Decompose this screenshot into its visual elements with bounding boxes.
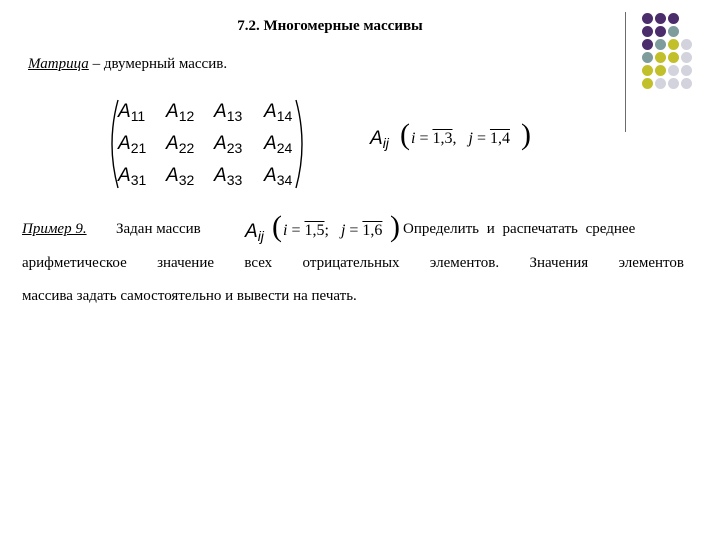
example-task-line3: массива задать самостоятельно и вывести на печать. [22, 288, 357, 304]
decorative-dot-icon [668, 65, 679, 76]
decorative-dot-icon [655, 26, 666, 37]
matrix-cell: $A_{34}$ [264, 165, 293, 188]
example-text: Задан массив [116, 221, 201, 237]
matrix-cell: $A_{11}$ [118, 101, 146, 124]
index-ranges: i = 1,3, j = 1,4 [411, 130, 510, 147]
example-label: Пример 9. [22, 221, 87, 237]
decorative-dot-icon [681, 39, 692, 50]
matrix-cell: $A_{24}$ [264, 133, 293, 156]
matrix-cell: $A_{12}$ [166, 101, 195, 124]
example-task-line2: арифметическое значение всех отрицательных элементов. Значения элементов [22, 255, 684, 271]
decorative-dot-icon [655, 13, 666, 24]
decorative-dot-icon [668, 78, 679, 89]
decorative-divider [625, 12, 626, 132]
decorative-dot-icon [668, 39, 679, 50]
decorative-dot-icon [655, 78, 666, 89]
definition [28, 56, 227, 73]
decorative-dot-icon [642, 39, 653, 50]
left-paren-icon: ( [400, 118, 410, 151]
matrix-cell: $A_{14}$ [264, 101, 293, 124]
matrix-cell: $A_{22}$ [166, 133, 195, 156]
decorative-dot-icon [642, 13, 653, 24]
matrix-symbol: $A_{ij}$ [370, 128, 389, 151]
matrix [104, 96, 310, 192]
matrix-cell: $A_{32}$ [166, 165, 195, 188]
decorative-dot-icon [642, 26, 653, 37]
matrix-cell: $A_{23}$ [214, 133, 243, 156]
decorative-dot-icon [642, 65, 653, 76]
right-paren-icon: ) [521, 118, 531, 151]
decorative-dot-icon [681, 65, 692, 76]
decorative-dot-icon [681, 52, 692, 63]
decorative-dot-icon [668, 13, 679, 24]
decorative-dot-icon [655, 52, 666, 63]
decorative-dot-icon [668, 26, 679, 37]
matrix-cell: $A_{13}$ [214, 101, 243, 124]
definition-text: – двумерный массив. [88, 56, 228, 72]
matrix-cell: $A_{21}$ [118, 133, 147, 156]
decorative-dot-icon [655, 65, 666, 76]
example-task: Определить и распечатать среднее [403, 221, 636, 237]
matrix-cell: $A_{33}$ [214, 165, 243, 188]
page-title: 7.2. Многомерные массивы [237, 18, 423, 34]
definition-term: Матрица [28, 56, 89, 72]
decorative-dot-icon [655, 39, 666, 50]
matrix-cell: $A_{31}$ [118, 165, 147, 188]
example-index-ranges: i = 1,5; j = 1,6 [283, 222, 383, 239]
decorative-dot-icon [642, 78, 653, 89]
example-array-symbol: $A_{ij}$ [245, 221, 264, 244]
decorative-dot-icon [642, 52, 653, 63]
right-paren-icon: ) [390, 210, 400, 243]
decorative-dot-icon [668, 52, 679, 63]
left-paren-icon: ( [272, 210, 282, 243]
decorative-dot-icon [681, 78, 692, 89]
